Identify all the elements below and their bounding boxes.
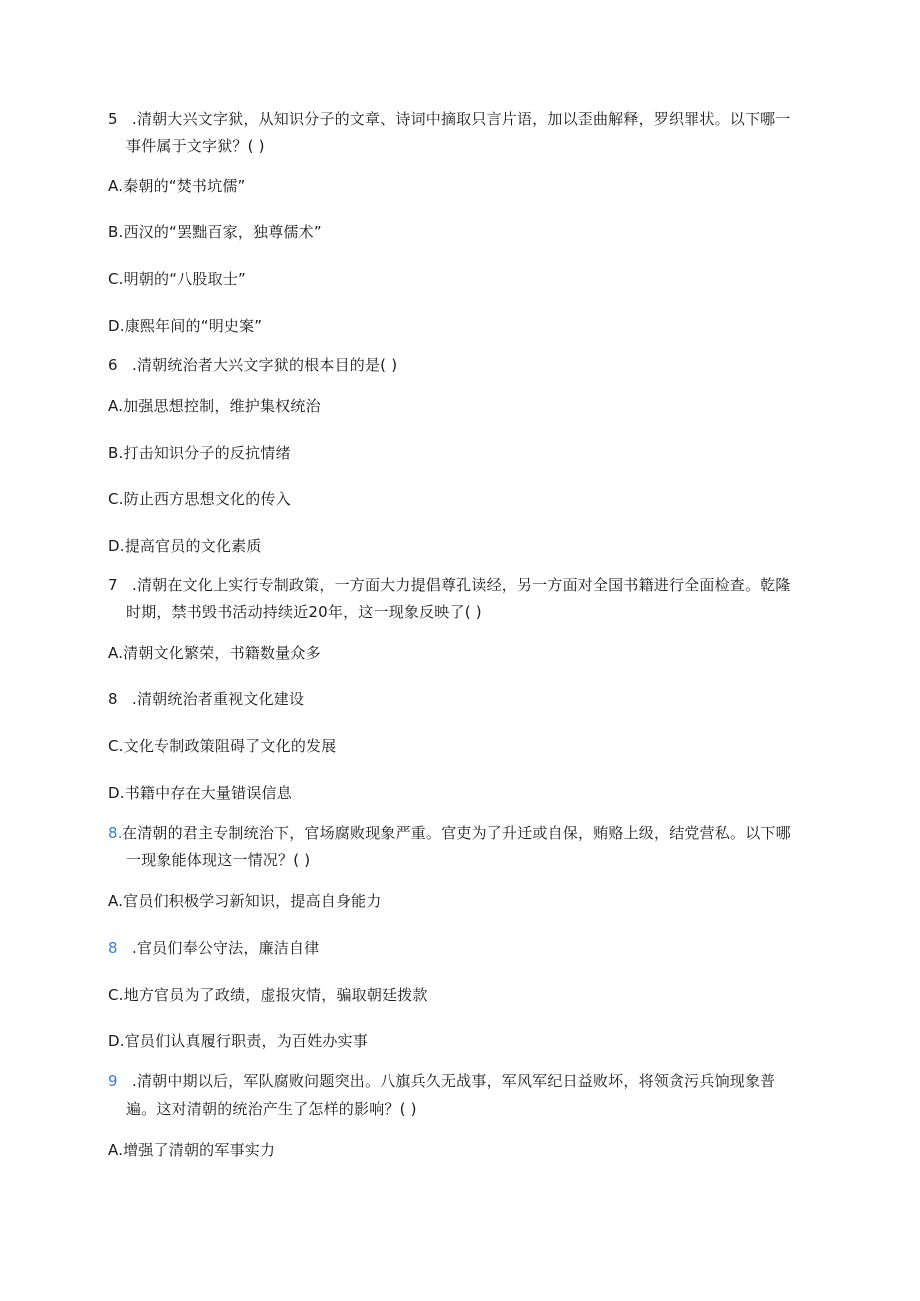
option-text: .官员们奉公守法，廉洁自律	[132, 939, 320, 957]
question-text: .清朝在文化上实行专制政策，一方面大力提倡尊孔读经，另一方面对全国书籍进行全面检查。乾隆	[132, 576, 791, 594]
option-c: C.防止西方思想文化的传入	[108, 490, 291, 508]
question-number: 7	[108, 576, 118, 594]
option-b: B.西汉的“罢黜百家，独尊儒术”	[108, 223, 322, 241]
question-9-stem	[108, 1071, 775, 1091]
option-text: .清朝统治者重视文化建设	[132, 690, 305, 708]
question-9-stem-continued: 遍。这对清朝的统治产生了怎样的影响？( )	[126, 1100, 417, 1118]
option-c: C.文化专制政策阻碍了文化的发展	[108, 737, 337, 755]
question-5-stem-continued: 事件属于文字狱？( )	[126, 137, 265, 155]
option-number: 8	[108, 939, 118, 957]
option-a: A.增强了清朝的军事实力	[108, 1141, 276, 1159]
option-a: A.秦朝的“焚书坑儒”	[108, 177, 246, 195]
option-d: D.提高官员的文化素质	[108, 537, 262, 555]
option-b	[108, 689, 304, 709]
question-number: 5	[108, 110, 118, 128]
option-b	[108, 938, 319, 958]
question-7-stem	[108, 575, 791, 595]
option-d: D.康熙年间的“明史案”	[108, 317, 263, 335]
option-c: C.明朝的“八股取士”	[108, 270, 246, 288]
option-d: D.书籍中存在大量错误信息	[108, 784, 292, 802]
option-number: 8	[108, 690, 118, 708]
question-text: .清朝中期以后，军队腐败问题突出。八旗兵久无战事，军风军纪日益败坏，将领贪污兵饷现象普	[132, 1072, 776, 1090]
question-7-stem-continued: 时期，禁书毁书活动持续近20年，这一现象反映了( )	[126, 603, 482, 621]
question-text: 在清朝的君主专制统治下，官场腐败现象严重。官吏为了升迁或自保，贿赂上级，结党营私。以下哪	[122, 824, 791, 842]
option-d: D.官员们认真履行职责，为百姓办实事	[108, 1032, 368, 1050]
question-6-stem	[108, 355, 397, 375]
question-number: 9	[108, 1072, 118, 1090]
option-a: A.清朝文化繁荣，书籍数量众多	[108, 644, 321, 662]
option-a: A.官员们积极学习新知识，提高自身能力	[108, 892, 382, 910]
question-8-stem-continued: 一现象能体现这一情况？( )	[126, 851, 311, 869]
question-number: 8.	[108, 824, 123, 842]
option-c: C.地方官员为了政绩，虚报灾情，骗取朝廷拨款	[108, 986, 428, 1004]
question-text: .清朝大兴文字狱，从知识分子的文章、诗词中摘取只言片语，加以歪曲解释，罗织罪状。以下哪一	[132, 110, 791, 128]
question-number: 6	[108, 356, 118, 374]
option-b: B.打击知识分子的反抗情绪	[108, 444, 291, 462]
question-text: .清朝统治者大兴文字狱的根本目的是( )	[132, 356, 398, 374]
question-8-stem	[108, 823, 791, 843]
question-5-stem	[108, 109, 791, 129]
option-a: A.加强思想控制，维护集权统治	[108, 397, 321, 415]
